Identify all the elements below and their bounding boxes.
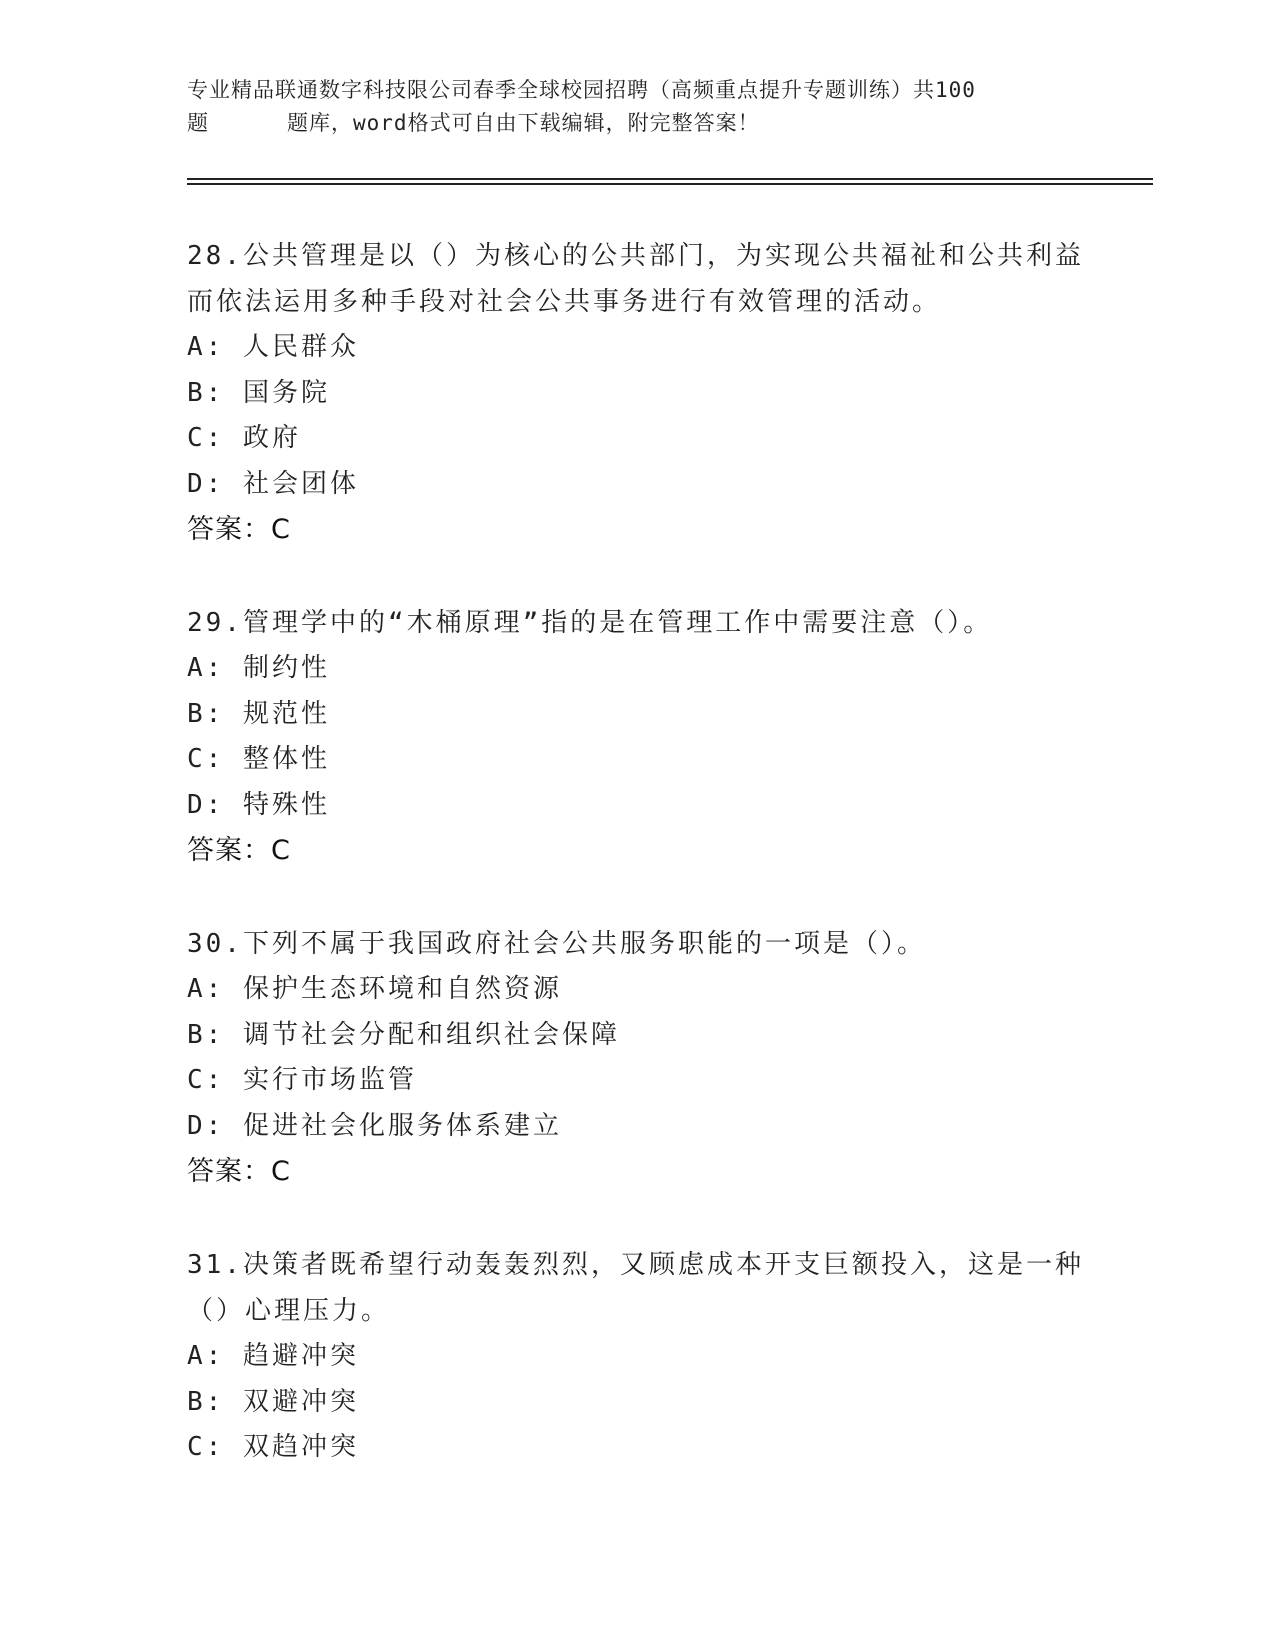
option-d: D: 特殊性 <box>187 789 330 820</box>
option-b: B: 双避冲突 <box>187 1386 359 1417</box>
header-line-1: 专业精品联通数字科技限公司春季全球校园招聘（高频重点提升专题训练）共100 <box>187 78 976 102</box>
document-header <box>187 74 1087 140</box>
answer: 答案：C <box>187 514 291 545</box>
option-a: A: 制约性 <box>187 653 330 683</box>
option-d: D: 促进社会化服务体系建立 <box>187 1110 562 1141</box>
answer: 答案：C <box>187 835 291 866</box>
question-29 <box>187 600 1087 874</box>
option-c: C: 双趋冲突 <box>187 1432 359 1462</box>
header-line-2-col-1: 题 <box>187 111 209 135</box>
question-text: 29.管理学中的“木桶原理”指的是在管理工作中需要注意（）。 <box>187 608 993 638</box>
header-line-2 <box>187 107 1087 140</box>
option-c: C: 整体性 <box>187 744 330 774</box>
header-rule-top <box>187 178 1153 180</box>
header-double-rule <box>187 178 1153 185</box>
question-text: 28.公共管理是以（）为核心的公共部门，为实现公共福祉和公共利益而依法运用多种手段对社会公共事务进行有效管理的活动。 <box>187 241 1084 317</box>
option-a: A: 保护生态环境和自然资源 <box>187 974 562 1004</box>
option-c: C: 政府 <box>187 423 301 453</box>
option-b: B: 调节社会分配和组织社会保障 <box>187 1019 620 1050</box>
question-31 <box>187 1242 1087 1471</box>
question-text: 31.决策者既希望行动轰轰烈烈，又顾虑成本开支巨额投入，这是一种（）心理压力。 <box>187 1250 1084 1326</box>
question-28 <box>187 233 1087 553</box>
header-rule-bottom <box>187 183 1153 185</box>
option-b: B: 规范性 <box>187 698 330 729</box>
header-line-2-col-2: 题库，word格式可自由下载编辑，附完整答案！ <box>287 111 760 135</box>
option-a: A: 趋避冲突 <box>187 1341 359 1371</box>
answer: 答案：C <box>187 1156 291 1187</box>
question-30 <box>187 921 1087 1195</box>
option-b: B: 国务院 <box>187 377 330 408</box>
option-c: C: 实行市场监管 <box>187 1065 417 1095</box>
option-a: A: 人民群众 <box>187 332 359 362</box>
question-text: 30.下列不属于我国政府社会公共服务职能的一项是（）。 <box>187 929 926 959</box>
option-d: D: 社会团体 <box>187 468 359 499</box>
question-list <box>187 233 1087 1518</box>
